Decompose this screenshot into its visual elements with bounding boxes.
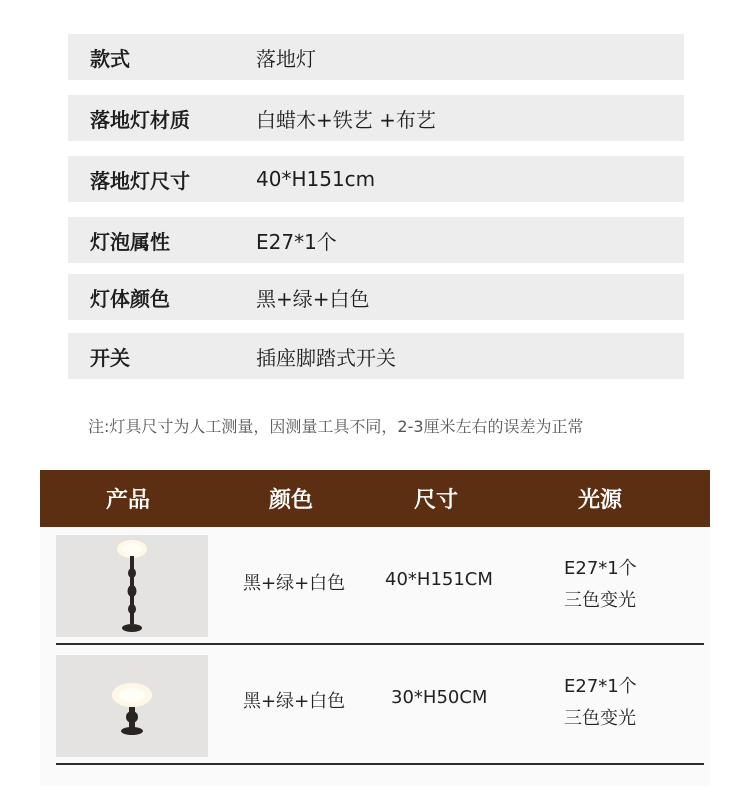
row-light-mode: 三色变光 [564,708,636,729]
spec-key: 灯泡属性 [90,229,170,254]
spec-key: 款式 [90,46,130,71]
floor-lamp-image [56,535,208,637]
row-light-mode: 三色变光 [564,590,636,611]
spec-key: 灯体颜色 [90,286,170,311]
row-color: 黑+绿+白色 [243,691,346,712]
header-color: 颜色 [269,488,314,513]
table-lamp-image [56,655,208,757]
spec-value: 落地灯 [256,46,316,71]
header-size: 尺寸 [414,488,459,513]
row-light-bulb: E27*1个 [564,558,637,579]
header-light: 光源 [578,488,623,513]
row-size: 40*H151CM [385,569,493,590]
table-row [56,647,704,765]
spec-row-switch [68,333,684,379]
spec-value: E27*1个 [256,229,337,254]
table-body [40,527,710,786]
row-light-bulb: E27*1个 [564,676,637,697]
spec-row-style [68,34,684,80]
spec-key: 开关 [90,345,130,370]
spec-row-bulb [68,217,684,263]
measurement-note: 注:灯具尺寸为人工测量，因测量工具不同，2-3厘米左右的误差为正常 [88,417,584,436]
table-header [40,470,710,527]
table-row [56,527,704,645]
row-light [564,553,637,617]
header-product: 产品 [106,488,151,513]
row-divider [56,763,704,765]
spec-key: 落地灯材质 [90,107,190,132]
row-light [564,671,637,735]
product-table [40,470,710,786]
row-color: 黑+绿+白色 [243,573,346,594]
spec-row-color [68,274,684,320]
spec-row-material [68,95,684,141]
spec-value: 40*H151cm [256,167,376,191]
spec-row-size [68,156,684,202]
row-divider [56,643,704,645]
spec-key: 落地灯尺寸 [90,168,190,193]
spec-value: 插座脚踏式开关 [256,345,396,370]
spec-value: 白蜡木+铁艺 +布艺 [256,107,436,132]
spec-value: 黑+绿+白色 [256,286,370,311]
row-size: 30*H50CM [391,687,488,708]
